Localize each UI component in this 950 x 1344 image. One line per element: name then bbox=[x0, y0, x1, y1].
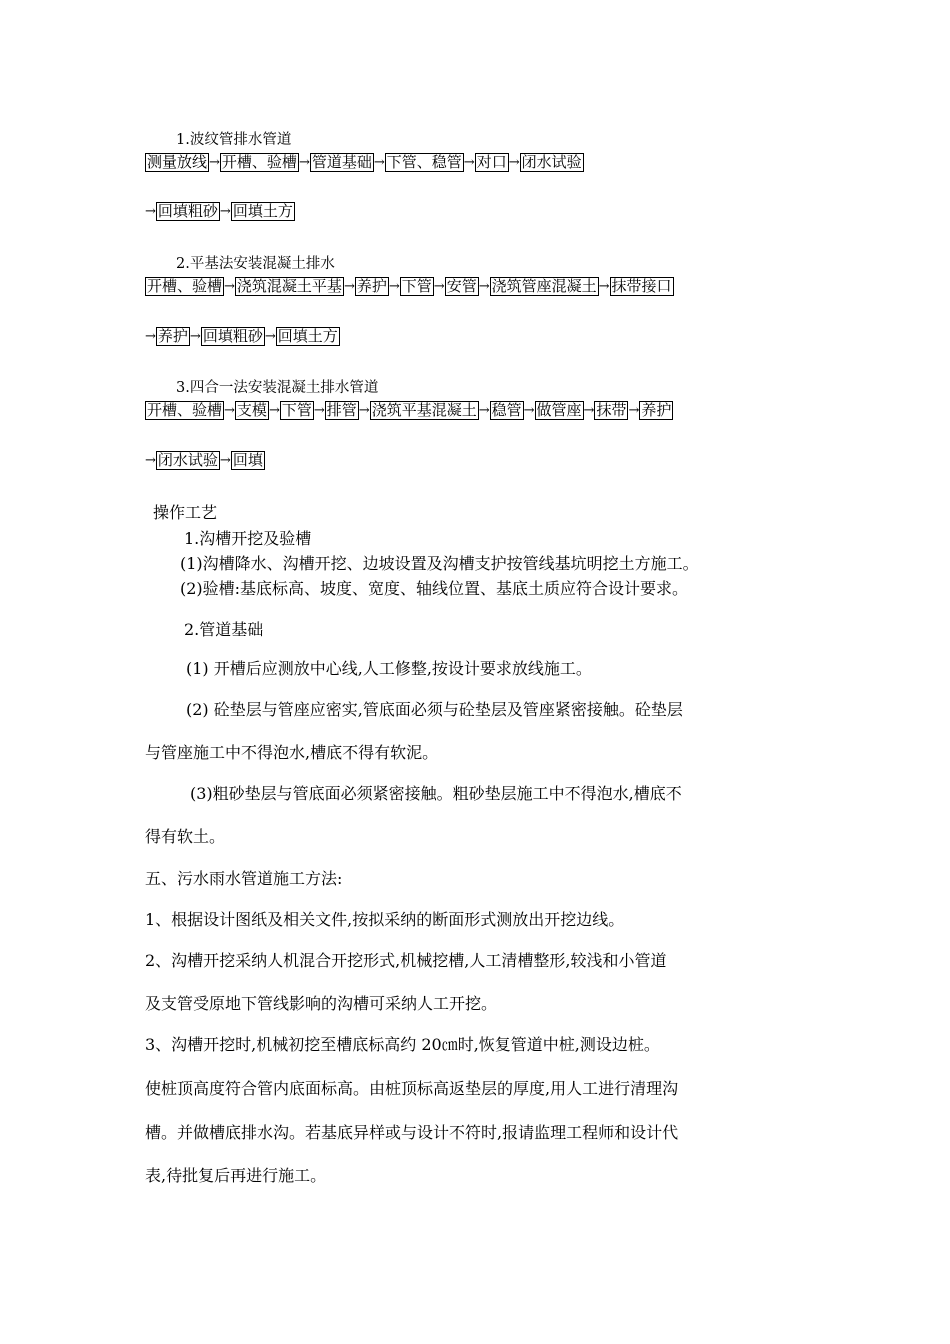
flow-2-row-2-step: 养护 bbox=[157, 326, 188, 345]
flow-3-row-1-step: 稳管 bbox=[491, 400, 522, 419]
flow-arrow-icon: → bbox=[268, 402, 280, 418]
flow-3-row-1-step: 下管 bbox=[281, 400, 312, 419]
flow-arrow-icon: → bbox=[433, 278, 445, 294]
flow-arrow-icon: → bbox=[478, 402, 490, 418]
flow-arrow-icon: → bbox=[373, 154, 385, 170]
craft-s2-p2-line2: 与管座施工中不得泡水,槽底不得有软泥。 bbox=[145, 743, 439, 762]
flow-arrow-icon: → bbox=[343, 278, 355, 294]
flow-arrow-icon: → bbox=[388, 278, 400, 294]
flow-3-row-2-step: 回填 bbox=[232, 450, 263, 469]
flow-3-row-1-step: 养护 bbox=[641, 400, 672, 419]
flow-arrow-icon: → bbox=[189, 328, 201, 344]
flow-2-row-1 bbox=[145, 276, 674, 296]
section-5-item-3-line3: 槽。并做槽底排水沟。若基底异样或与设计不符时,报请监理工程师和设计代 bbox=[145, 1123, 679, 1142]
flow-2-row-1-step: 抹带接口 bbox=[611, 276, 672, 295]
craft-s2-p3-line2: 得有软土。 bbox=[145, 827, 226, 846]
flow-arrow-icon: → bbox=[224, 278, 235, 294]
flow-3-row-1-step: 排管 bbox=[326, 400, 357, 419]
flow-3-row-1 bbox=[145, 400, 673, 420]
flow-arrow-icon: → bbox=[219, 452, 231, 468]
flow-1-row-1-step: 闭水试验 bbox=[521, 152, 582, 171]
craft-s1-p1: (1)沟槽降水、沟槽开挖、边坡设置及沟槽支护按管线基坑明挖土方施工。 bbox=[180, 554, 699, 573]
flow-arrow-icon: → bbox=[145, 203, 156, 219]
flow-arrow-icon: → bbox=[478, 278, 490, 294]
flow-3-row-1-step: 开槽、验槽 bbox=[147, 400, 223, 419]
flow-2-row-2 bbox=[145, 326, 340, 346]
section-5-item-2-line2: 及支管受原地下管线影响的沟槽可采纳人工开挖。 bbox=[145, 994, 498, 1013]
flow-3-title: 3.四合一法安装混凝土排水管道 bbox=[176, 380, 379, 396]
craft-s1-p2: (2)验槽:基底标高、坡度、宽度、轴线位置、基底土质应符合设计要求。 bbox=[180, 579, 689, 598]
flow-arrow-icon: → bbox=[264, 328, 276, 344]
flow-2-row-1-step: 浇筑管座混凝土 bbox=[491, 276, 597, 295]
flow-1-row-1-step: 开槽、验槽 bbox=[221, 152, 297, 171]
flow-2-row-2-step: 回填粗砂 bbox=[202, 326, 263, 345]
flow-arrow-icon: → bbox=[224, 402, 235, 418]
flow-arrow-icon: → bbox=[598, 278, 610, 294]
section-5-item-2-line1: 2、沟槽开挖采纳人机混合开挖形式,机械挖槽,人工清槽整形,较浅和小管道 bbox=[145, 951, 667, 970]
craft-s2-p2-line1: (2) 砼垫层与管座应密实,管底面必须与砼垫层及管座紧密接触。砼垫层 bbox=[186, 700, 683, 719]
section-5-item-1: 1、根据设计图纸及相关文件,按拟采纳的断面形式测放出开挖边线。 bbox=[145, 910, 625, 929]
craft-s2-p1: (1) 开槽后应测放中心线,人工修整,按设计要求放线施工。 bbox=[186, 659, 592, 678]
flow-2-title: 2.平基法安装混凝土排水 bbox=[176, 256, 335, 272]
flow-arrow-icon: → bbox=[209, 154, 220, 170]
flow-arrow-icon: → bbox=[219, 203, 231, 219]
craft-s2-p3-line1: (3)粗砂垫层与管底面必须紧密接触。粗砂垫层施工中不得泡水,槽底不 bbox=[190, 784, 682, 803]
flow-arrow-icon: → bbox=[145, 452, 156, 468]
flow-3-row-1-step: 做管座 bbox=[536, 400, 582, 419]
flow-1-row-2-step: 回填土方 bbox=[232, 201, 293, 220]
flow-arrow-icon: → bbox=[298, 154, 310, 170]
section-5-item-3-line2: 使桩顶高度符合管内底面标高。由桩顶标高返垫层的厚度,用人工进行清理沟 bbox=[145, 1079, 679, 1098]
flow-2-row-1-step: 下管 bbox=[401, 276, 432, 295]
flow-2-row-1-step: 安管 bbox=[446, 276, 477, 295]
flow-1-row-1-step: 测量放线 bbox=[147, 152, 208, 171]
flow-3-row-1-step: 浇筑平基混凝土 bbox=[371, 400, 477, 419]
flow-1-title: 1.波纹管排水管道 bbox=[176, 132, 292, 148]
flow-arrow-icon: → bbox=[145, 328, 156, 344]
flow-3-row-1-step: 抹带 bbox=[596, 400, 627, 419]
flow-arrow-icon: → bbox=[463, 154, 475, 170]
flow-1-row-1 bbox=[145, 152, 584, 172]
flow-2-row-1-step: 养护 bbox=[356, 276, 387, 295]
flow-arrow-icon: → bbox=[313, 402, 325, 418]
craft-s1-title: 1.沟槽开挖及验槽 bbox=[184, 529, 312, 548]
flow-1-row-2 bbox=[145, 201, 295, 221]
flow-2-row-2-step: 回填土方 bbox=[277, 326, 338, 345]
flow-3-row-1-step: 支模 bbox=[236, 400, 267, 419]
flow-arrow-icon: → bbox=[508, 154, 520, 170]
flow-2-row-1-step: 浇筑混凝土平基 bbox=[236, 276, 342, 295]
craft-s2-title: 2.管道基础 bbox=[184, 620, 264, 639]
flow-1-row-2-step: 回填粗砂 bbox=[157, 201, 218, 220]
flow-3-row-2-step: 闭水试验 bbox=[157, 450, 218, 469]
flow-arrow-icon: → bbox=[583, 402, 595, 418]
flow-2-row-1-step: 开槽、验槽 bbox=[147, 276, 223, 295]
craft-heading: 操作工艺 bbox=[153, 503, 218, 522]
flow-arrow-icon: → bbox=[523, 402, 535, 418]
flow-1-row-1-step: 下管、稳管 bbox=[386, 152, 462, 171]
section-5-heading: 五、污水雨水管道施工方法: bbox=[145, 869, 343, 888]
flow-arrow-icon: → bbox=[358, 402, 370, 418]
section-5-item-3-line4: 表,待批复后再进行施工。 bbox=[145, 1166, 327, 1185]
flow-1-row-1-step: 对口 bbox=[476, 152, 507, 171]
flow-3-row-2 bbox=[145, 450, 265, 470]
section-5-item-3-line1: 3、沟槽开挖时,机械初挖至槽底标高约 20㎝时,恢复管道中桩,测设边桩。 bbox=[145, 1035, 660, 1054]
flow-1-row-1-step: 管道基础 bbox=[311, 152, 372, 171]
flow-arrow-icon: → bbox=[628, 402, 640, 418]
